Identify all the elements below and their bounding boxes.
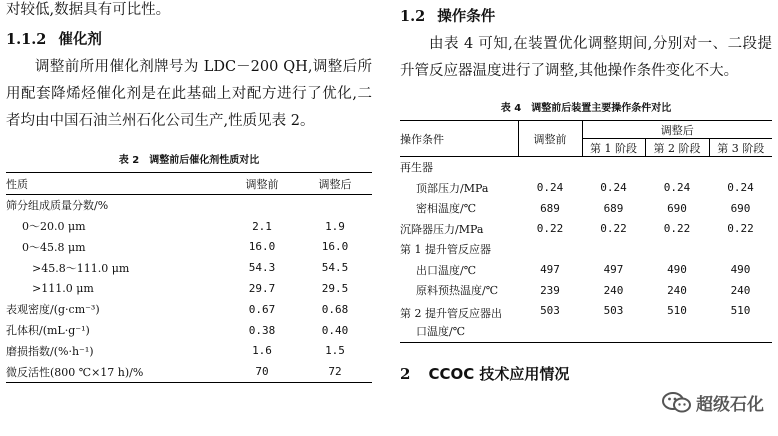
table-row [6,341,372,362]
table-row [6,257,372,278]
table4-header-stage-2: 第 2 阶段 [645,139,709,157]
table2-header-after: 调整后 [298,173,372,195]
table-row [400,301,772,322]
value-stage-2 [645,239,709,260]
row-label: 顶部压力/MPa [416,181,489,195]
value-before: 70 [255,365,269,379]
value-before: 54.3 [248,261,276,275]
value-stage-1: 503 [603,304,624,318]
table4-header-condition: 操作条件 [400,121,518,157]
value-stage-3: 490 [730,263,751,277]
row-label: >111.0 μm [32,282,94,296]
row-label-line-1: 第 2 提升管反应器出 [400,307,502,320]
value-stage-2: 490 [667,263,687,277]
value-after: 72 [328,365,342,379]
value-stage-2: 240 [667,283,687,297]
value-stage-1: 689 [603,201,624,215]
value-stage-2: 0.24 [663,181,691,195]
value-after: 0.40 [321,323,349,337]
value-stage-2: 690 [667,201,687,215]
section-number: 2 [400,364,411,383]
value-after: 29.5 [321,282,349,296]
row-label: 表观密度/(g·cm⁻³) [6,303,100,317]
table4-header-row-1 [400,121,772,139]
table-row [400,260,772,281]
value-stage-3: 510 [730,304,751,318]
table-row [6,299,372,320]
value-stage-1: 240 [603,283,624,297]
row-label: 微反活性(800 ℃×17 h)/% [6,365,144,379]
value-stage-3: 690 [730,201,751,215]
table2-caption: 表 2 调整前后催化剂性质对比 [118,155,260,166]
value-stage-3 [709,239,772,260]
row-label: 0～20.0 μm [22,220,86,234]
section-title: 操作条件 [437,9,496,25]
value-before: 29.7 [248,282,276,296]
table-row [400,198,772,219]
section-heading-2 [400,361,772,388]
table-row [6,216,372,237]
value-before [518,157,582,178]
operating-conditions-paragraph: 由表 4 可知,在装置优化调整期间,分别对一、二段提升管反应器温度进行了调整,其他操作条件变化不大。 [400,36,772,79]
value-before: 689 [540,201,560,215]
value-stage-1: 497 [603,263,624,277]
watermark-text: 超级石化 [696,395,764,415]
row-label: 第 1 提升管反应器 [400,243,491,257]
value-stage-3: 240 [730,283,751,297]
value-before: 0.38 [248,323,276,337]
value-stage-3 [709,157,772,178]
table4 [400,120,772,343]
value-stage-1: 0.24 [600,181,627,195]
value-after: 0.68 [321,302,349,316]
value-before: 497 [540,263,560,277]
section-heading-1-1-2 [6,26,372,54]
value-before: 0.22 [536,222,564,236]
section-title: CCOC 技术应用情况 [428,364,570,383]
table4-header-before: 调整前 [518,121,582,157]
watermark [662,390,764,415]
table-row [6,361,372,382]
value-stage-1: 0.22 [600,222,627,236]
table2-header-property: 性质 [6,173,226,195]
table2-header-before: 调整前 [226,173,298,195]
table-row [6,320,372,341]
value-stage-3: 0.22 [727,222,754,236]
right-column [400,0,772,388]
row-label: 原料预热温度/℃ [416,284,499,298]
value-before: 1.6 [252,344,272,358]
table2 [6,172,372,383]
value-stage-2 [645,157,709,178]
table4-header-stage-1: 第 1 阶段 [582,139,645,157]
row-label: 筛分组成质量分数/% [6,199,109,213]
table-row [400,178,772,199]
row-label: 再生器 [400,161,433,175]
value-stage-1 [582,239,645,260]
table-row [6,237,372,258]
table-row [6,195,372,216]
value-before [226,195,298,216]
value-before: 16.0 [248,240,276,254]
left-carryover-line: 对较低,数据具有可比性。 [6,2,171,18]
value-stage-3: 0.24 [727,181,754,195]
wechat-icon [662,391,692,415]
table-row [400,219,772,240]
value-after [298,195,372,216]
row-label: >45.8～111.0 μm [32,261,130,275]
table-row-continued [400,321,772,342]
value-after: 16.0 [321,240,349,254]
value-stage-2: 510 [667,304,687,318]
table4-caption: 表 4 调整前后装置主要操作条件对比 [500,103,672,114]
value-after: 1.5 [325,344,345,358]
section-number: 1.1.2 [6,31,47,48]
value-before: 503 [540,304,560,318]
value-before: 239 [540,283,560,297]
row-label: 孔体积/(mL·g⁻¹) [6,324,90,338]
table-row [6,278,372,299]
table-row [400,157,772,178]
section-title: 催化剂 [58,32,102,48]
value-before: 2.1 [252,219,272,233]
value-after: 1.9 [325,219,345,233]
table-row [400,239,772,260]
catalyst-paragraph: 调整前所用催化剂牌号为 LDC－200 QH,调整后所用配套降烯烃催化剂是在此基础上对配方进行了优化,二者均由中国石油兰州石化公司生产,性质见表 2。 [6,59,372,129]
value-after: 54.5 [321,261,349,275]
left-column [6,0,372,383]
table4-header-after: 调整后 [582,121,772,139]
value-before: 0.24 [536,181,564,195]
value-before [518,239,582,260]
table4-header-stage-3: 第 3 阶段 [709,139,772,157]
row-label: 密相温度/℃ [416,202,477,216]
value-stage-2: 0.22 [663,222,691,236]
value-stage-1 [582,157,645,178]
table2-header-row [6,173,372,195]
value-before: 0.67 [248,302,276,316]
row-label: 沉降器压力/MPa [400,222,484,236]
row-label: 出口温度/℃ [416,263,477,277]
section-heading-1-2 [400,3,772,31]
row-label: 0～45.8 μm [22,240,86,254]
table-row [400,280,772,301]
section-number: 1.2 [400,8,426,25]
row-label-line-2: 口温度/℃ [416,325,466,339]
row-label: 磨损指数/(%·h⁻¹) [6,344,94,358]
